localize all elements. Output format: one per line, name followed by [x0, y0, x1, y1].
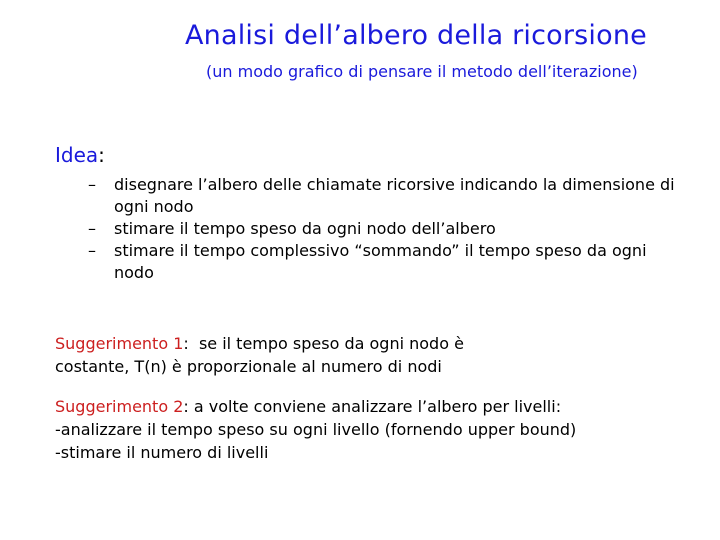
- hint-2-line-2: -analizzare il tempo speso su ogni livello (fornendo upper bound): [55, 420, 577, 439]
- bullet-text: stimare il tempo complessivo “sommando” il tempo speso da ogni nodo: [114, 241, 647, 282]
- bullet-item: [88, 240, 678, 284]
- bullet-dash: –: [88, 175, 96, 194]
- hint-1-colon: :: [183, 334, 189, 353]
- hint-1: [55, 332, 675, 378]
- hint-1-line-1: [55, 332, 675, 355]
- hint-1-line-2: costante, T(n) è proporzionale al numero di nodi: [55, 357, 442, 376]
- hint-1-text: se il tempo speso da ogni nodo è: [188, 334, 464, 353]
- hint-2-line-1: [55, 395, 675, 418]
- hint-2-line-3: -stimare il numero di livelli: [55, 443, 269, 462]
- bullet-item: [88, 218, 678, 240]
- idea-colon: :: [98, 143, 105, 167]
- bullet-item: [88, 174, 678, 218]
- hint-2-label: Suggerimento 2: [55, 397, 184, 416]
- bullet-dash: –: [88, 241, 96, 260]
- idea-bullet-list: [88, 174, 678, 284]
- bullet-text: disegnare l’albero delle chiamate ricorsive indicando la dimensione di ogni nodo: [114, 175, 675, 216]
- hint-2: [55, 395, 675, 464]
- bullet-text: stimare il tempo speso da ogni nodo dell’albero: [114, 219, 496, 238]
- hint-2-text: : a volte conviene analizzare l’albero per livelli:: [183, 397, 562, 416]
- idea-label: Idea: [55, 143, 99, 167]
- idea-heading: [55, 143, 105, 167]
- bullet-dash: –: [88, 219, 96, 238]
- slide-title: Analisi dell’albero della ricorsione: [185, 20, 647, 51]
- slide-subtitle: (un modo grafico di pensare il metodo dell’iterazione): [206, 62, 638, 81]
- hint-1-label: Suggerimento 1: [55, 334, 184, 353]
